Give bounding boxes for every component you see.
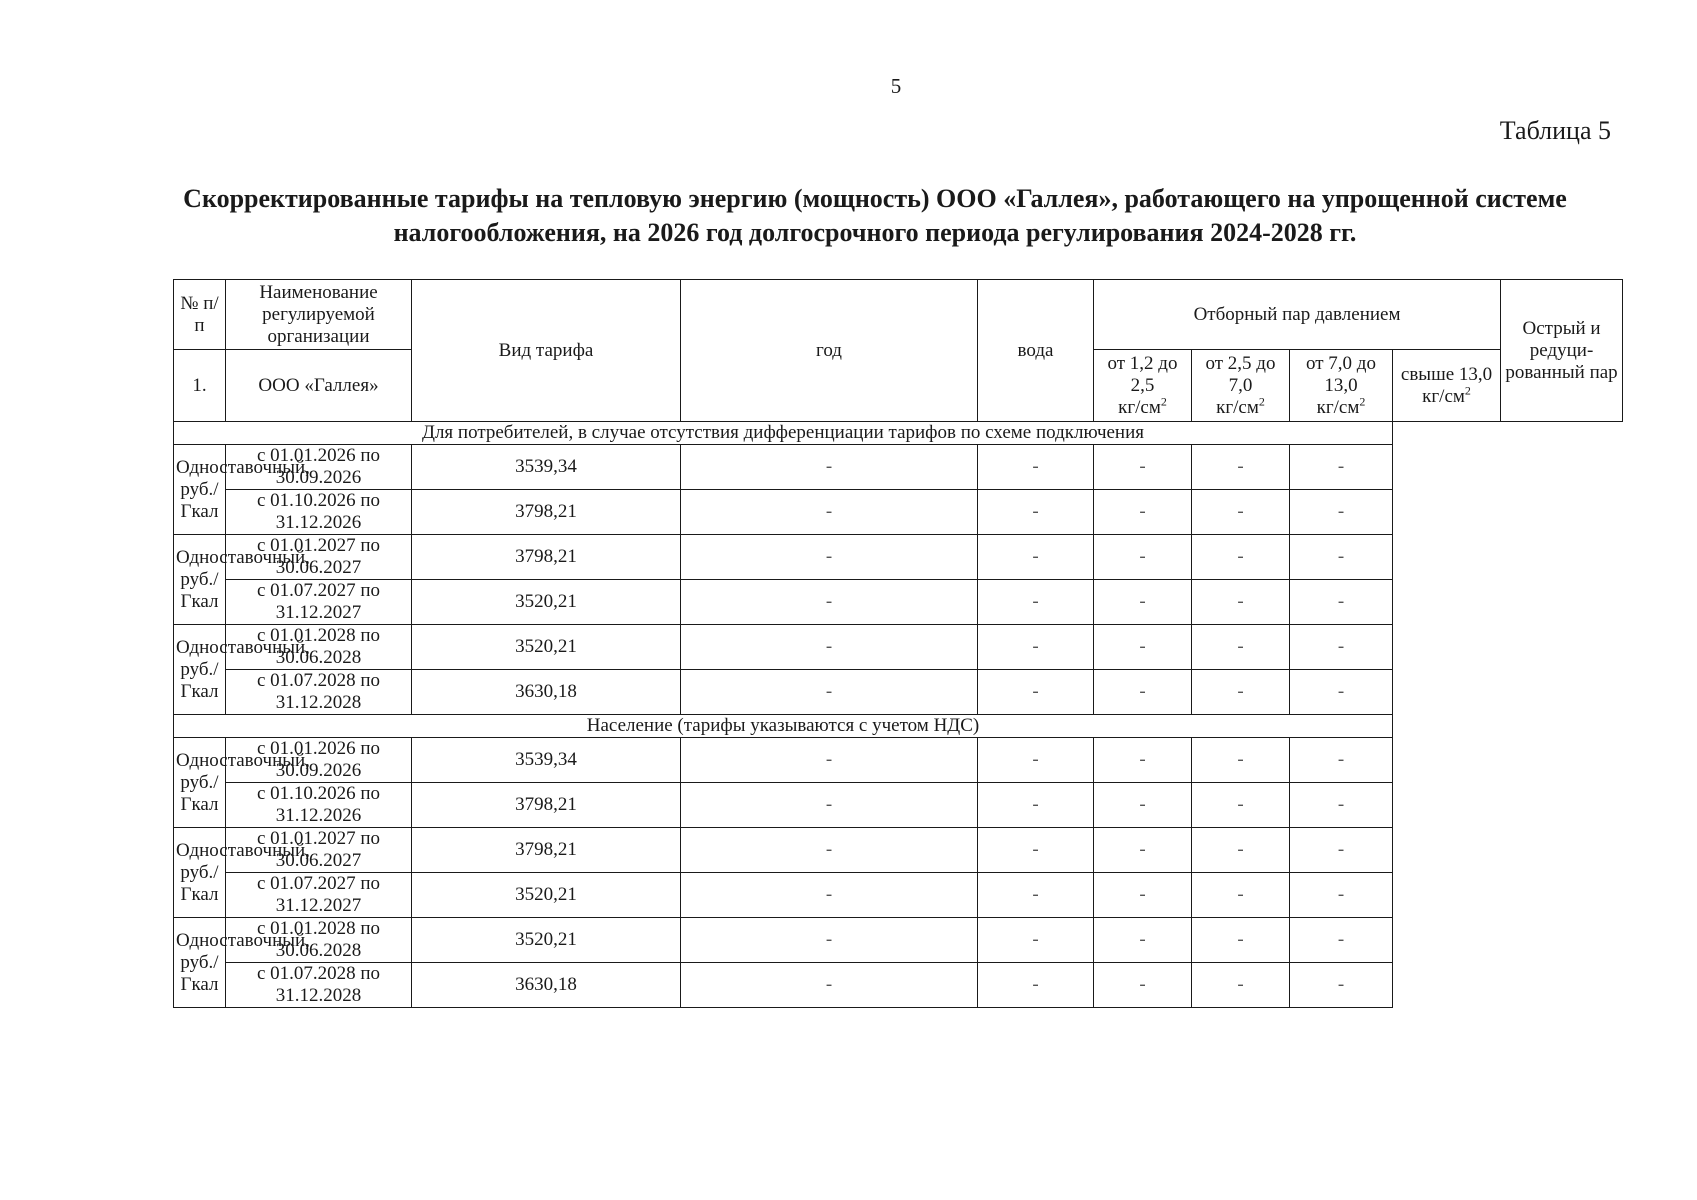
- water-value-cell: 3630,18: [412, 963, 681, 1008]
- empty-value-cell: -: [1192, 580, 1290, 625]
- header-tariff-type: Вид тарифа: [412, 280, 681, 422]
- water-value-cell: 3539,34: [412, 738, 681, 783]
- empty-value-cell: -: [1094, 828, 1192, 873]
- table-row: [174, 918, 1623, 963]
- empty-value-cell: -: [1192, 670, 1290, 715]
- empty-value-cell: -: [681, 828, 978, 873]
- header-steam-group: Отборный пар давлением: [1094, 280, 1501, 350]
- water-value-cell: 3630,18: [412, 670, 681, 715]
- empty-value-cell: -: [1290, 783, 1393, 828]
- period-cell: с 01.07.2027 по 31.12.2027: [226, 873, 412, 918]
- empty-value-cell: -: [1094, 490, 1192, 535]
- empty-value-cell: -: [1192, 535, 1290, 580]
- period-cell: с 01.07.2028 по 31.12.2028: [226, 670, 412, 715]
- empty-value-cell: -: [978, 445, 1094, 490]
- tariff-type-cell: Одноставочный, руб./Гкал: [174, 625, 226, 715]
- empty-value-cell: -: [1094, 580, 1192, 625]
- empty-value-cell: -: [1094, 670, 1192, 715]
- empty-value-cell: -: [1094, 625, 1192, 670]
- empty-value-cell: -: [1192, 625, 1290, 670]
- empty-value-cell: -: [1192, 783, 1290, 828]
- header-num: № п/п: [174, 280, 226, 350]
- table-row: [174, 670, 1623, 715]
- period-cell: с 01.01.2028 по 30.06.2028: [226, 918, 412, 963]
- pressure-unit: кг/см: [1422, 385, 1465, 407]
- empty-value-cell: -: [1094, 535, 1192, 580]
- pressure-unit: кг/см: [1316, 396, 1360, 418]
- water-value-cell: 3520,21: [412, 918, 681, 963]
- water-value-cell: 3520,21: [412, 873, 681, 918]
- period-cell: с 01.01.2027 по 30.06.2027: [226, 828, 412, 873]
- header-year: год: [681, 280, 978, 422]
- water-value-cell: 3520,21: [412, 580, 681, 625]
- pressure-unit-exponent: 2: [1160, 394, 1167, 409]
- section-title: Население (тарифы указываются с учетом НДС): [174, 715, 1393, 738]
- empty-value-cell: -: [1192, 738, 1290, 783]
- table-row: [174, 625, 1623, 670]
- period-cell: с 01.01.2026 по 30.09.2026: [226, 445, 412, 490]
- empty-value-cell: -: [1192, 490, 1290, 535]
- empty-value-cell: -: [1192, 963, 1290, 1008]
- table-row: [174, 445, 1623, 490]
- header-sharp-steam: Острый и редуци-рованный пар: [1501, 280, 1623, 422]
- table-row: [174, 963, 1623, 1008]
- empty-value-cell: -: [978, 535, 1094, 580]
- pressure-range: от 1,2 до 2,5: [1107, 352, 1178, 396]
- page-number: 5: [890, 74, 902, 98]
- empty-value-cell: -: [1094, 918, 1192, 963]
- empty-value-cell: -: [681, 580, 978, 625]
- empty-value-cell: -: [978, 918, 1094, 963]
- period-cell: с 01.10.2026 по 31.12.2026: [226, 490, 412, 535]
- header-pressure-1: [1094, 350, 1192, 422]
- empty-value-cell: -: [681, 963, 978, 1008]
- header-pressure-2: [1192, 350, 1290, 422]
- table-body: [174, 422, 1623, 1008]
- pressure-unit-exponent: 2: [1359, 394, 1366, 409]
- pressure-unit: кг/см: [1118, 396, 1161, 418]
- water-value-cell: 3520,21: [412, 625, 681, 670]
- tariff-table: [173, 279, 1623, 1008]
- empty-value-cell: -: [681, 738, 978, 783]
- water-value-cell: 3798,21: [412, 783, 681, 828]
- tariff-type-cell: Одноставочный, руб./Гкал: [174, 828, 226, 918]
- empty-value-cell: -: [978, 580, 1094, 625]
- table-row: [174, 738, 1623, 783]
- empty-value-cell: -: [1192, 828, 1290, 873]
- empty-value-cell: -: [681, 918, 978, 963]
- empty-value-cell: -: [1094, 445, 1192, 490]
- header-org: Наименование регулируемой организации: [226, 280, 412, 350]
- empty-value-cell: -: [1290, 828, 1393, 873]
- empty-value-cell: -: [1290, 490, 1393, 535]
- empty-value-cell: -: [681, 625, 978, 670]
- pressure-unit-exponent: 2: [1258, 394, 1265, 409]
- section-title: Для потребителей, в случае отсутствия дифференциации тарифов по схеме подключения: [174, 422, 1393, 445]
- empty-value-cell: -: [1094, 783, 1192, 828]
- header-pressure-3: [1290, 350, 1393, 422]
- empty-value-cell: -: [1094, 963, 1192, 1008]
- period-cell: с 01.01.2028 по 30.06.2028: [226, 625, 412, 670]
- empty-value-cell: -: [1192, 445, 1290, 490]
- water-value-cell: 3798,21: [412, 535, 681, 580]
- empty-value-cell: -: [978, 873, 1094, 918]
- pressure-unit-exponent: 2: [1464, 383, 1471, 398]
- table-row: [174, 490, 1623, 535]
- empty-value-cell: -: [1290, 625, 1393, 670]
- pressure-unit: кг/см: [1216, 396, 1259, 418]
- empty-value-cell: -: [1094, 873, 1192, 918]
- empty-value-cell: -: [1094, 738, 1192, 783]
- empty-value-cell: -: [681, 490, 978, 535]
- table-row: [174, 873, 1623, 918]
- empty-value-cell: -: [1192, 918, 1290, 963]
- empty-value-cell: -: [1290, 535, 1393, 580]
- empty-value-cell: -: [1290, 738, 1393, 783]
- document-title: Скорректированные тарифы на тепловую энергию (мощность) ООО «Галлея», работающего на упрощенной системе налогообложения, на 2026 год долгосрочного периода регулирования 2024-2028 гг.: [183, 184, 1567, 247]
- table-header: [174, 280, 1623, 422]
- empty-value-cell: -: [681, 670, 978, 715]
- empty-value-cell: -: [978, 625, 1094, 670]
- table-row: [174, 828, 1623, 873]
- empty-value-cell: -: [1290, 670, 1393, 715]
- empty-value-cell: -: [1290, 445, 1393, 490]
- pressure-range: свыше 13,0: [1400, 363, 1493, 385]
- section-row: [174, 715, 1623, 738]
- period-cell: с 01.01.2026 по 30.09.2026: [226, 738, 412, 783]
- period-cell: с 01.10.2026 по 31.12.2026: [226, 783, 412, 828]
- empty-value-cell: -: [978, 783, 1094, 828]
- header-water: вода: [978, 280, 1094, 422]
- table-row: [174, 535, 1623, 580]
- pressure-range: от 2,5 до 7,0: [1205, 352, 1276, 396]
- tariff-type-cell: Одноставочный, руб./Гкал: [174, 918, 226, 1008]
- water-value-cell: 3539,34: [412, 445, 681, 490]
- empty-value-cell: -: [681, 873, 978, 918]
- empty-value-cell: -: [978, 738, 1094, 783]
- organization-name: ООО «Галлея»: [226, 350, 412, 422]
- water-value-cell: 3798,21: [412, 490, 681, 535]
- empty-value-cell: -: [1192, 873, 1290, 918]
- section-row: [174, 422, 1623, 445]
- empty-value-cell: -: [681, 445, 978, 490]
- table-row: [174, 783, 1623, 828]
- water-value-cell: 3798,21: [412, 828, 681, 873]
- tariff-type-cell: Одноставочный, руб./Гкал: [174, 535, 226, 625]
- empty-value-cell: -: [1290, 580, 1393, 625]
- empty-value-cell: -: [681, 535, 978, 580]
- empty-value-cell: -: [1290, 918, 1393, 963]
- empty-value-cell: -: [1290, 873, 1393, 918]
- empty-value-cell: -: [978, 963, 1094, 1008]
- empty-value-cell: -: [978, 828, 1094, 873]
- row-number: 1.: [174, 350, 226, 422]
- tariff-type-cell: Одноставочный, руб./Гкал: [174, 738, 226, 828]
- period-cell: с 01.01.2027 по 30.06.2027: [226, 535, 412, 580]
- period-cell: с 01.07.2027 по 31.12.2027: [226, 580, 412, 625]
- period-cell: с 01.07.2028 по 31.12.2028: [226, 963, 412, 1008]
- empty-value-cell: -: [681, 783, 978, 828]
- tariff-type-cell: Одноставочный, руб./Гкал: [174, 445, 226, 535]
- table-label: Таблица 5: [1499, 116, 1611, 145]
- table-row: [174, 580, 1623, 625]
- pressure-range: от 7,0 до 13,0: [1306, 352, 1376, 396]
- empty-value-cell: -: [978, 670, 1094, 715]
- empty-value-cell: -: [978, 490, 1094, 535]
- empty-value-cell: -: [1290, 963, 1393, 1008]
- header-pressure-4: [1393, 350, 1501, 422]
